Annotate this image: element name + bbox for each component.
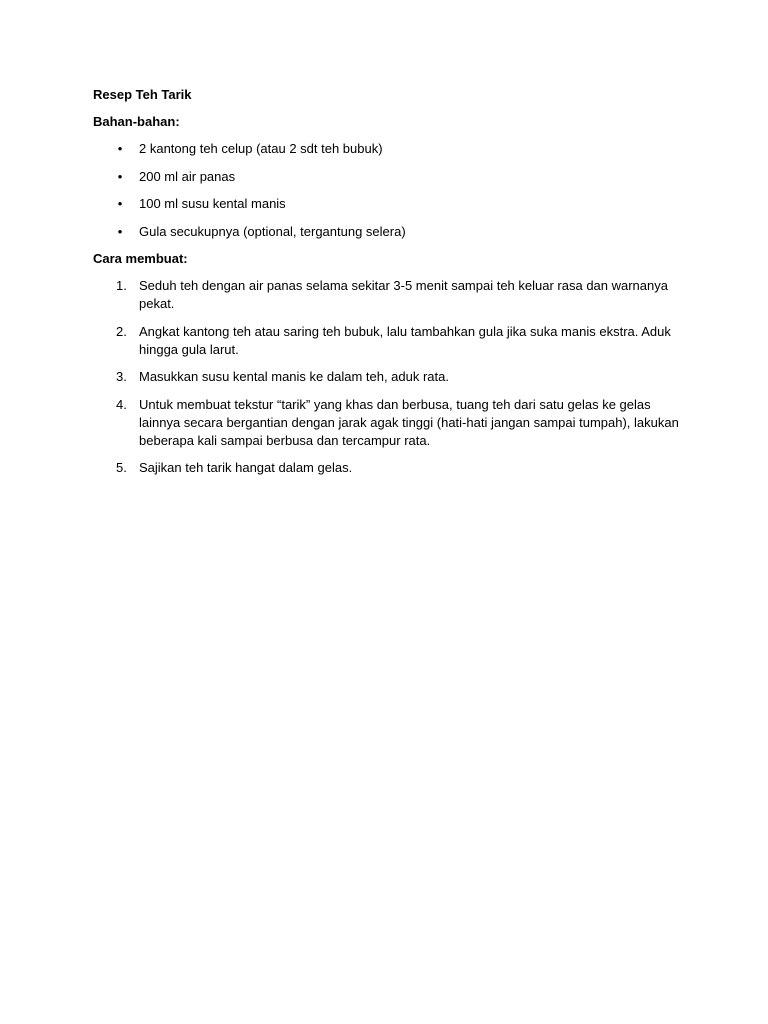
method-heading: Cara membuat:: [93, 251, 188, 266]
step-text: Masukkan susu kental manis ke dalam teh, aduk rata.: [139, 369, 449, 384]
step-item: [93, 277, 683, 313]
step-number: 3.: [116, 369, 127, 384]
bullet-icon: •: [117, 223, 123, 239]
document-page: [93, 86, 683, 487]
ingredients-heading: Bahan-bahan:: [93, 114, 180, 129]
step-text: Seduh teh dengan air panas selama sekitar 3-5 menit sampai teh keluar rasa dan warnanya pekat.: [139, 278, 668, 311]
ingredients-list: [93, 140, 683, 241]
ingredient-item: [93, 168, 683, 186]
ingredient-text: Gula secukupnya (optional, tergantung selera): [139, 223, 406, 239]
bullet-icon: •: [117, 168, 123, 184]
step-item: [93, 459, 683, 477]
step-number: 1.: [116, 278, 127, 293]
step-number: 4.: [116, 396, 127, 412]
ingredient-text: 100 ml susu kental manis: [139, 196, 286, 211]
ingredient-text: 2 kantong teh celup (atau 2 sdt teh bubuk): [139, 141, 383, 156]
step-text: Untuk membuat tekstur “tarik” yang khas dan berbusa, tuang teh dari satu gelas ke gelas lainnya secara bergantian dengan jarak agak tinggi (hati-hati jangan sampai tumpah), lakukan beberapa kali sampai berbusa dan tercampur rata.: [139, 396, 679, 448]
step-number: 2.: [116, 323, 127, 339]
ingredient-item: [93, 195, 683, 213]
ingredient-item: [93, 140, 683, 158]
steps-list: [93, 277, 683, 477]
step-text: Sajikan teh tarik hangat dalam gelas.: [139, 460, 353, 475]
ingredient-item: [93, 223, 683, 241]
step-item: [93, 368, 683, 386]
step-item: [93, 323, 683, 359]
bullet-icon: •: [117, 196, 123, 211]
ingredient-text: 200 ml air panas: [139, 168, 236, 184]
document-title: Resep Teh Tarik: [93, 87, 192, 102]
step-number: 5.: [116, 460, 127, 475]
step-item: [93, 396, 683, 450]
bullet-icon: •: [117, 141, 123, 156]
step-text: Angkat kantong teh atau saring teh bubuk, lalu tambahkan gula jika suka manis ekstra. Aduk hingga gula larut.: [139, 323, 671, 357]
